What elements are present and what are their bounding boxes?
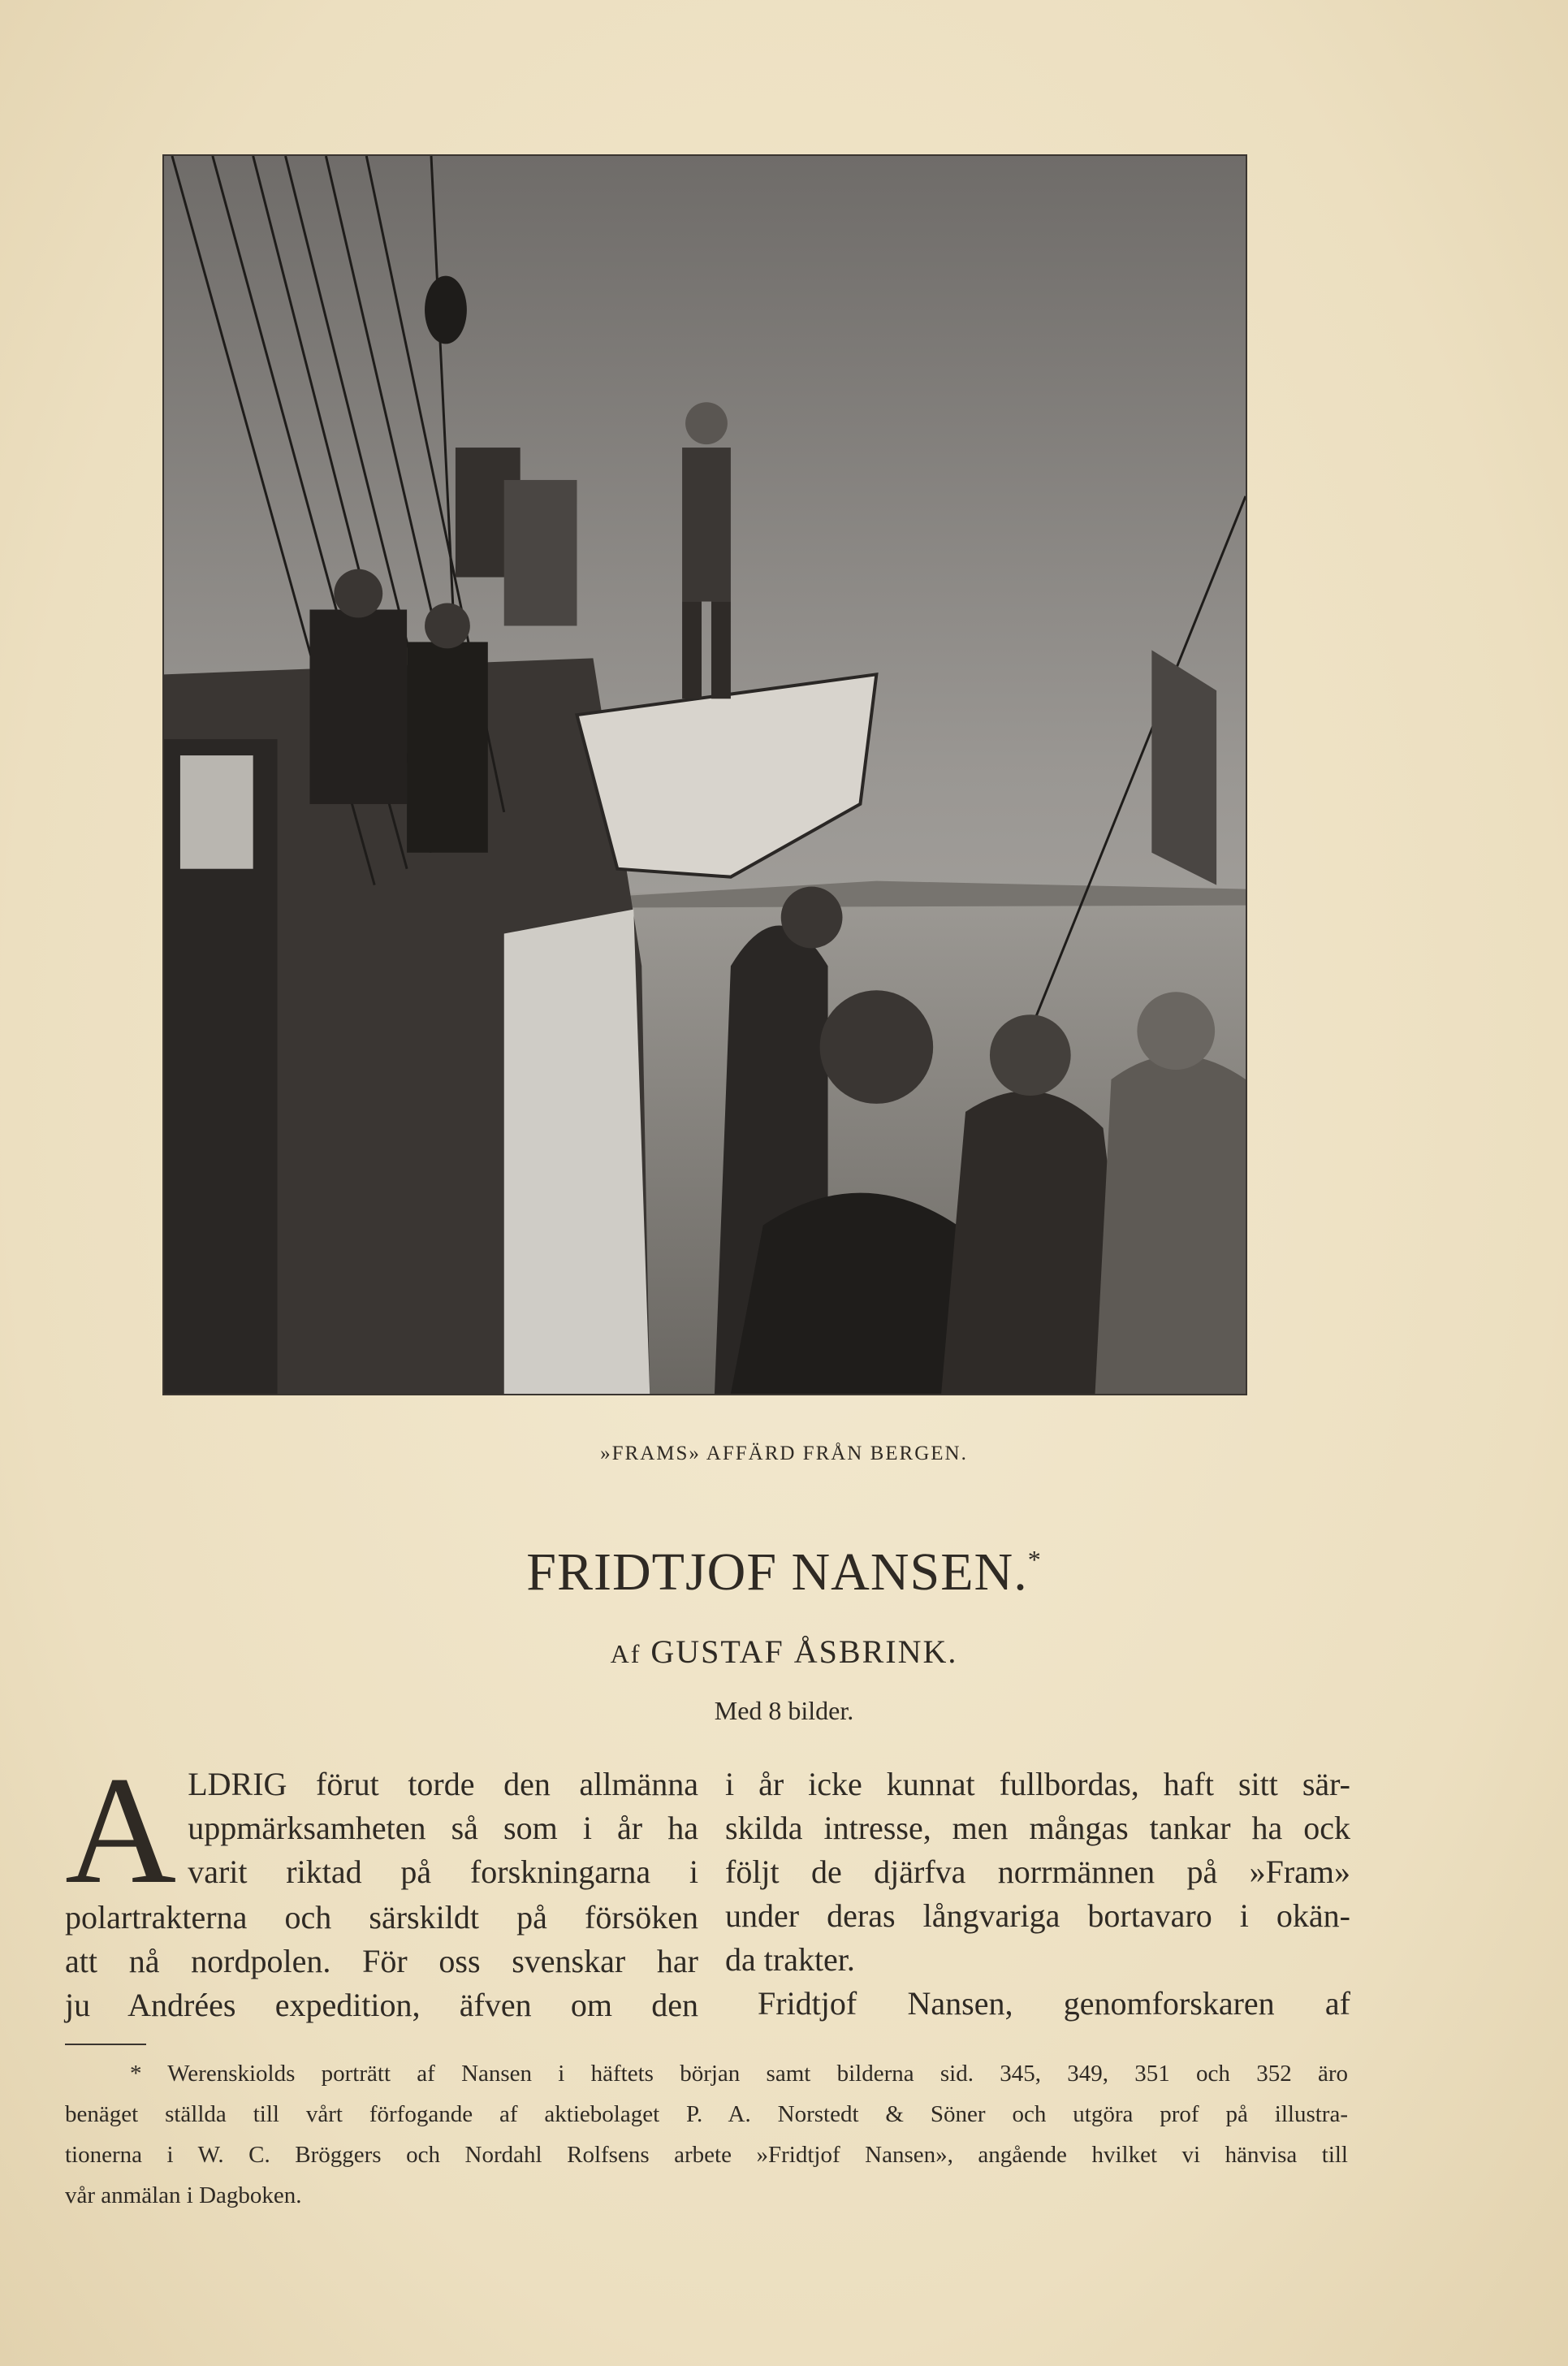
- text-line: under deras långvariga bortavaro i okän-: [725, 1897, 1350, 1934]
- text-line: följt de djärfva norrmännen på »Fram»: [725, 1853, 1350, 1890]
- text-line: varit riktad på forskningarna i: [188, 1853, 698, 1890]
- photograph-illustration: [164, 156, 1246, 1394]
- footnote-line: benäget ställda till vårt förfogande af aktiebolaget P. A. Norstedt & Söner och utgöra prof på illustra-: [65, 2101, 1348, 2127]
- text-line: att nå nordpolen. För oss svenskar har: [65, 1943, 698, 1979]
- byline-author: GUSTAF ÅSBRINK.: [650, 1633, 958, 1670]
- footnote: [65, 2053, 1348, 2216]
- footnote-rule: [65, 2044, 146, 2045]
- footnote-line: tionerna i W. C. Bröggers och Nordahl Rolfsens arbete »Fridtjof Nansen», angående hvilket vi hänvisa till: [65, 2142, 1348, 2168]
- text-line: uppmärksamheten så som i år ha: [188, 1810, 698, 1846]
- article-title-text: FRIDTJOF NANSEN.: [526, 1542, 1028, 1602]
- photograph-fram-departure: [162, 154, 1247, 1395]
- text-line: ju Andrées expedition, äfven om den: [65, 1987, 698, 2023]
- text-line: i år icke kunnat fullbordas, haft sitt sär-: [725, 1766, 1350, 1802]
- drop-cap: A: [65, 1745, 177, 1916]
- illustration-count: Med 8 bilder.: [714, 1696, 854, 1725]
- text-line: skilda intresse, men mångas tankar ha ock: [725, 1810, 1350, 1846]
- footnote-marker: *: [1027, 1545, 1042, 1574]
- photo-caption: »FRAMS» AFFÄRD FRÅN BERGEN.: [600, 1443, 968, 1464]
- article-title: [0, 1542, 1568, 1603]
- footnote-line: vår anmälan i Dagboken.: [65, 2182, 302, 2208]
- text-line: polartrakterna och särskildt på försöken: [65, 1899, 698, 1936]
- text-line: LDRIG förut torde den allmänna: [188, 1766, 698, 1802]
- text-column-right: [725, 1763, 1350, 2026]
- text-line: da trakter.: [725, 1941, 855, 1978]
- text-line: Fridtjof Nansen, genomforskaren af: [758, 1985, 1350, 2022]
- text-column-left: [65, 1745, 698, 2027]
- byline: [0, 1633, 1568, 1671]
- byline-prefix: Af: [610, 1639, 641, 1668]
- footnote-line: * Werenskiolds porträtt af Nansen i häftets början samt bilderna sid. 345, 349, 351 och 352 äro: [130, 2061, 1348, 2087]
